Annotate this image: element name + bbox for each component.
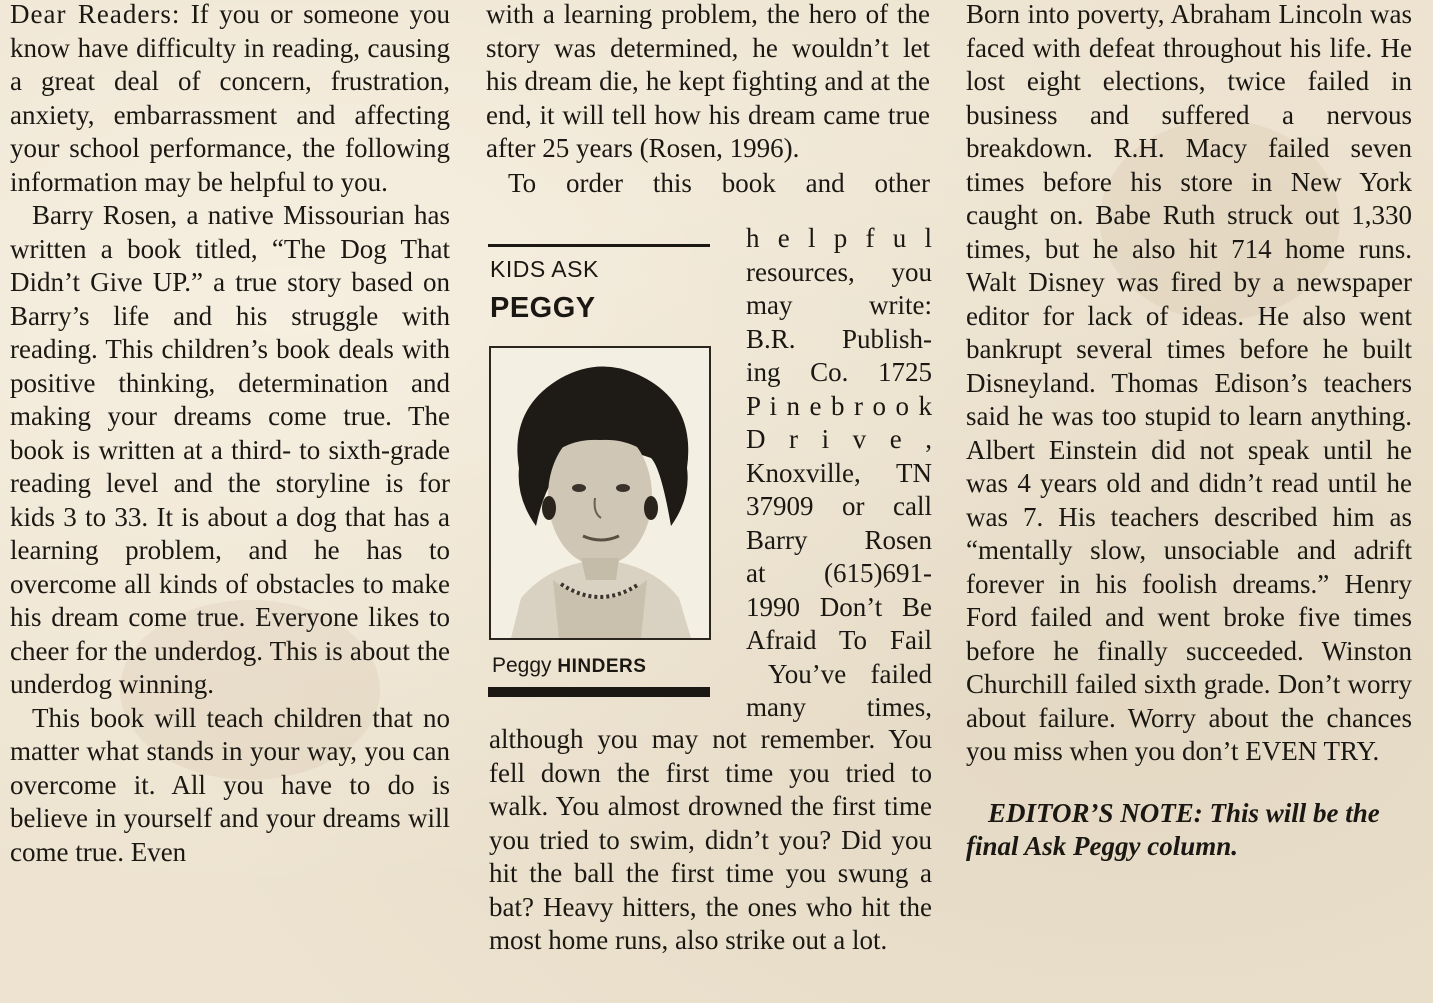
narrow-text-line: Knoxville, TN <box>746 457 932 488</box>
narrow-text-line: h e l p f u l <box>746 223 932 253</box>
column-2-bottom <box>489 723 932 958</box>
kids-ask-peggy-sidebar <box>488 244 710 704</box>
caption-first-name: Peggy <box>492 654 552 677</box>
dear-readers-heading: Dear Readers: <box>10 0 181 29</box>
narrow-text-line: 1990 Don’t Be <box>746 591 932 622</box>
columnist-portrait-photo <box>489 346 711 640</box>
divider <box>488 244 710 247</box>
body-text: If you or someone you know have difficulty in reading, causing a great deal of concern, frustration, anxiety, embarrassment and affecting your school performance, the following information may be helpful to you. <box>10 0 450 197</box>
narrow-text-line: ing Co. 1725 <box>746 357 932 387</box>
narrow-text-line: You’ve failed <box>768 658 932 689</box>
narrow-text-line: D r i v e , <box>746 424 932 454</box>
divider <box>488 687 710 697</box>
column-2-top <box>486 0 930 200</box>
narrow-text-line: many times, <box>746 692 932 722</box>
narrow-text-line: may write: <box>746 290 932 320</box>
column-2-paragraph: with a learning problem, the hero of the story was determined, he wouldn’t let his dream die, he kept fighting and at the end, it will tell how his dream came true after 25 years (Rosen, 1996). <box>486 0 930 163</box>
column-1 <box>10 0 450 869</box>
editors-note-line: final Ask Peggy column. <box>966 831 1239 861</box>
portrait-image <box>491 348 709 638</box>
photo-caption <box>492 654 646 678</box>
column-1-paragraph: This book will teach children that no matter what stands in your way, you can overcome it. All you have to do is believe in yourself and your dreams will come true. Even <box>10 702 450 867</box>
narrow-text-line: B.R. Publish- <box>746 323 932 354</box>
narrow-text-line: at (615)691- <box>746 558 932 588</box>
order-lead-line: To order this book and other <box>508 167 930 198</box>
column-2-narrow <box>746 222 932 725</box>
narrow-text-line: resources, you <box>746 256 932 287</box>
column-3-paragraph: Born into poverty, Abraham Lincoln was faced with defeat throughout his life. He lost eight elections, twice failed in business and suffered a nervous breakdown. R.H. Macy failed seven times before his store in New York caught on. Babe Ruth struck out 1,330 times, but he also hit 714 home runs. Walt Disney was fired by a newspaper editor for lack of ideas. He also went bankrupt several times before he built Disneyland. Thomas Edison’s teachers said he was too stupid to learn anything. Albert Einstein did not speak until he was 4 years old and didn’t read until he was 7. His teachers described him as “mentally slow, unsociable and adrift forever in his foolish dreams.” Henry Ford failed and went broke five times before he finally succeeded. Winston Churchill failed sixth grade. Don’t worry about failure. Worry about the chances you miss when you don’t EVEN TRY. <box>966 0 1412 766</box>
column-2-paragraph: although you may not remember. You fell down the first time you tried to walk. You almost drowned the first time you tried to swim, didn’t you? Did you hit the ball the first time you swung a bat? Heavy hitters, the ones who hit the most home runs, also strike out a lot. <box>489 724 932 955</box>
column-kicker: KIDS ASK <box>490 256 599 282</box>
editors-note <box>966 797 1412 864</box>
editors-note-line: EDITOR’S NOTE: This will be the <box>988 797 1380 828</box>
column-name: PEGGY <box>490 292 596 324</box>
narrow-text-line: 37909 or call <box>746 491 932 521</box>
column-3 <box>966 0 1412 864</box>
narrow-text-line: Afraid To Fail <box>746 625 932 655</box>
column-1-paragraph: Barry Rosen, a native Missourian has written a book titled, “The Dog That Didn’t Give UP.” a true story based on Barry’s life and his struggle with reading. This children’s book deals with positive thinking, determination and making your dreams come true. The book is written at a third- to sixth-grade reading level and the storyline is for kids 3 to 33. It is about a dog that has a learning problem, and he has to overcome all kinds of obstacles to make his dream come true. Everyone likes to cheer for the underdog. This is about the underdog winning. <box>10 200 450 699</box>
narrow-text-line: Barry Rosen <box>746 524 932 555</box>
caption-last-name: HINDERS <box>557 656 647 677</box>
narrow-text-line: P i n e b r o o k <box>746 390 932 421</box>
column-1-paragraph <box>10 0 450 199</box>
